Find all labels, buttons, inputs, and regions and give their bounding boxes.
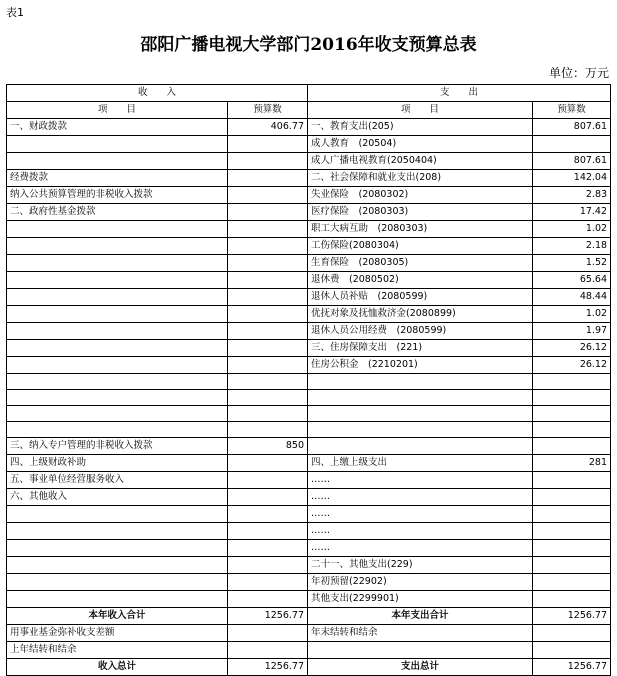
expense-budget-cell — [533, 438, 611, 455]
expense-budget-cell — [533, 574, 611, 591]
income-item-cell: 收入总计 — [7, 659, 228, 676]
income-budget-cell — [228, 574, 308, 591]
expense-item-cell: 失业保险 (2080302) — [308, 187, 533, 204]
expense-budget-cell — [533, 472, 611, 489]
expense-budget-cell — [533, 523, 611, 540]
expense-budget-cell: 2.83 — [533, 187, 611, 204]
expense-budget-cell: 1256.77 — [533, 608, 611, 625]
expense-header: 支 出 — [308, 85, 611, 102]
expense-item-cell — [308, 422, 533, 438]
income-item-cell: 用事业基金弥补收支差额 — [7, 625, 228, 642]
expense-budget-cell: 142.04 — [533, 170, 611, 187]
expense-item-cell: …… — [308, 523, 533, 540]
table-row — [7, 591, 611, 608]
expense-budget-cell: 281 — [533, 455, 611, 472]
income-budget-cell — [228, 642, 308, 659]
expense-budget-cell — [533, 390, 611, 406]
income-item-cell: 经费拨款 — [7, 170, 228, 187]
expense-item-cell: 支出总计 — [308, 659, 533, 676]
table-row — [7, 540, 611, 557]
expense-budget-cell — [533, 625, 611, 642]
expense-item-cell: 成人广播电视教育(2050404) — [308, 153, 533, 170]
table-row — [7, 557, 611, 574]
income-budget-cell — [228, 406, 308, 422]
expense-item-cell: 退休人员公用经费 (2080599) — [308, 323, 533, 340]
expense-item-cell: 成人教育 (20504) — [308, 136, 533, 153]
table-row — [7, 289, 611, 306]
expense-item-cell — [308, 642, 533, 659]
expense-budget-cell: 2.18 — [533, 238, 611, 255]
expense-budget-cell: 807.61 — [533, 119, 611, 136]
expense-budget-cell: 48.44 — [533, 289, 611, 306]
expense-budget-cell — [533, 489, 611, 506]
expense-budget-cell — [533, 406, 611, 422]
income-item-cell: 纳入公共预算管理的非税收入拨款 — [7, 187, 228, 204]
table-row — [7, 357, 611, 374]
income-item-cell — [7, 272, 228, 289]
expense-budget-cell: 65.64 — [533, 272, 611, 289]
income-item-cell — [7, 557, 228, 574]
table-row — [7, 574, 611, 591]
table-row — [7, 642, 611, 659]
income-budget-cell — [228, 472, 308, 489]
expense-budget-cell — [533, 506, 611, 523]
income-budget-cell — [228, 540, 308, 557]
page-title: 邵阳广播电视大学部门2016年收支预算总表 — [140, 35, 477, 55]
expense-item-cell: …… — [308, 506, 533, 523]
table-row — [7, 255, 611, 272]
expense-item-cell — [308, 406, 533, 422]
expense-item-cell: 二、社会保障和就业支出(208) — [308, 170, 533, 187]
income-budget-cell — [228, 374, 308, 390]
income-item-cell — [7, 357, 228, 374]
income-budget-header: 预算数 — [228, 102, 308, 119]
expense-item-cell: 二十一、其他支出(229) — [308, 557, 533, 574]
expense-budget-cell — [533, 591, 611, 608]
income-item-cell — [7, 591, 228, 608]
income-item-cell — [7, 574, 228, 591]
expense-budget-cell — [533, 557, 611, 574]
income-budget-cell — [228, 289, 308, 306]
income-budget-cell — [228, 340, 308, 357]
table-row — [7, 221, 611, 238]
table-row — [7, 523, 611, 540]
income-item-cell: 一、财政拨款 — [7, 119, 228, 136]
expense-budget-cell — [533, 374, 611, 390]
table-row — [7, 204, 611, 221]
expense-item-cell — [308, 374, 533, 390]
expense-item-cell: 四、上缴上级支出 — [308, 455, 533, 472]
section-header-row — [7, 85, 611, 102]
expense-item-cell: …… — [308, 540, 533, 557]
income-item-cell — [7, 390, 228, 406]
income-item-cell — [7, 506, 228, 523]
expense-budget-cell: 807.61 — [533, 153, 611, 170]
unit-label: 单位：万元 — [548, 66, 609, 80]
expense-item-cell — [308, 438, 533, 455]
income-item-cell — [7, 136, 228, 153]
income-budget-cell — [228, 221, 308, 238]
income-item-cell — [7, 289, 228, 306]
income-item-cell: 本年收入合计 — [7, 608, 228, 625]
table-row — [7, 187, 611, 204]
income-header: 收 入 — [7, 85, 308, 102]
table-row — [7, 608, 611, 625]
income-item-cell — [7, 540, 228, 557]
expense-item-cell: 医疗保险 (2080303) — [308, 204, 533, 221]
table-row — [7, 238, 611, 255]
income-budget-cell — [228, 170, 308, 187]
table-row — [7, 170, 611, 187]
income-item-cell — [7, 340, 228, 357]
income-item-cell: 上年结转和结余 — [7, 642, 228, 659]
expense-budget-cell — [533, 422, 611, 438]
income-budget-cell — [228, 323, 308, 340]
expense-item-cell: 其他支出(2299901) — [308, 591, 533, 608]
income-item-cell: 六、其他收入 — [7, 489, 228, 506]
income-budget-cell — [228, 390, 308, 406]
expense-item-cell: 退休费 (2080502) — [308, 272, 533, 289]
income-item-cell — [7, 255, 228, 272]
table-row — [7, 323, 611, 340]
expense-budget-header: 预算数 — [533, 102, 611, 119]
income-budget-cell — [228, 523, 308, 540]
income-item-cell — [7, 306, 228, 323]
income-budget-cell: 1256.77 — [228, 608, 308, 625]
table-row — [7, 455, 611, 472]
table-row — [7, 659, 611, 676]
expense-budget-cell: 26.12 — [533, 357, 611, 374]
table-row — [7, 153, 611, 170]
table-tag: 表1 — [6, 6, 24, 19]
table-row — [7, 506, 611, 523]
income-item-cell — [7, 374, 228, 390]
expense-budget-cell: 1.02 — [533, 306, 611, 323]
expense-budget-cell: 1.02 — [533, 221, 611, 238]
income-item-cell — [7, 238, 228, 255]
table-row — [7, 489, 611, 506]
income-budget-cell — [228, 272, 308, 289]
column-header-row — [7, 102, 611, 119]
expense-item-cell: 退休人员补贴 (2080599) — [308, 289, 533, 306]
income-budget-cell — [228, 255, 308, 272]
expense-item-cell: 一、教育支出(205) — [308, 119, 533, 136]
income-item-cell — [7, 406, 228, 422]
expense-budget-cell — [533, 642, 611, 659]
expense-budget-cell: 1.52 — [533, 255, 611, 272]
income-budget-cell: 850 — [228, 438, 308, 455]
income-item-cell — [7, 153, 228, 170]
income-item-cell: 二、政府性基金拨款 — [7, 204, 228, 221]
table-row — [7, 406, 611, 422]
table-row — [7, 472, 611, 489]
income-item-cell: 四、上级财政补助 — [7, 455, 228, 472]
table-row — [7, 390, 611, 406]
expense-item-cell — [308, 390, 533, 406]
expense-item-cell: 本年支出合计 — [308, 608, 533, 625]
table-row — [7, 422, 611, 438]
income-budget-cell — [228, 187, 308, 204]
income-budget-cell: 1256.77 — [228, 659, 308, 676]
income-budget-cell — [228, 557, 308, 574]
income-budget-cell — [228, 238, 308, 255]
table-row — [7, 272, 611, 289]
expense-budget-cell: 1256.77 — [533, 659, 611, 676]
income-item-cell — [7, 323, 228, 340]
income-budget-cell — [228, 489, 308, 506]
table-row — [7, 438, 611, 455]
expense-budget-cell: 26.12 — [533, 340, 611, 357]
expense-item-cell: 工伤保险(2080304) — [308, 238, 533, 255]
expense-item-cell: 住房公积金 (2210201) — [308, 357, 533, 374]
income-budget-cell — [228, 422, 308, 438]
expense-item-cell: 年末结转和结余 — [308, 625, 533, 642]
income-budget-cell — [228, 591, 308, 608]
income-budget-cell — [228, 204, 308, 221]
expense-budget-cell — [533, 136, 611, 153]
income-item-cell — [7, 422, 228, 438]
expense-item-cell: …… — [308, 489, 533, 506]
table-row — [7, 374, 611, 390]
table-row — [7, 340, 611, 357]
table-row — [7, 136, 611, 153]
income-item-cell — [7, 523, 228, 540]
expense-item-header: 项 目 — [308, 102, 533, 119]
expense-budget-cell — [533, 540, 611, 557]
expense-item-cell: …… — [308, 472, 533, 489]
expense-budget-cell: 17.42 — [533, 204, 611, 221]
expense-item-cell: 职工大病互助 (2080303) — [308, 221, 533, 238]
income-item-header: 项 目 — [7, 102, 228, 119]
income-budget-cell — [228, 455, 308, 472]
income-budget-cell — [228, 306, 308, 323]
income-item-cell — [7, 221, 228, 238]
table-row — [7, 119, 611, 136]
expense-item-cell: 生育保险 (2080305) — [308, 255, 533, 272]
income-budget-cell — [228, 625, 308, 642]
expense-item-cell: 年初预留(22902) — [308, 574, 533, 591]
income-budget-cell — [228, 136, 308, 153]
table-row — [7, 306, 611, 323]
table-row — [7, 625, 611, 642]
income-budget-cell — [228, 357, 308, 374]
income-budget-cell — [228, 506, 308, 523]
budget-table — [6, 84, 611, 676]
income-item-cell: 五、事业单位经营服务收入 — [7, 472, 228, 489]
income-item-cell: 三、纳入专户管理的非税收入拨款 — [7, 438, 228, 455]
income-budget-cell — [228, 153, 308, 170]
income-budget-cell: 406.77 — [228, 119, 308, 136]
expense-item-cell: 优抚对象及抚恤救济金(2080899) — [308, 306, 533, 323]
expense-item-cell: 三、住房保障支出 (221) — [308, 340, 533, 357]
expense-budget-cell: 1.97 — [533, 323, 611, 340]
